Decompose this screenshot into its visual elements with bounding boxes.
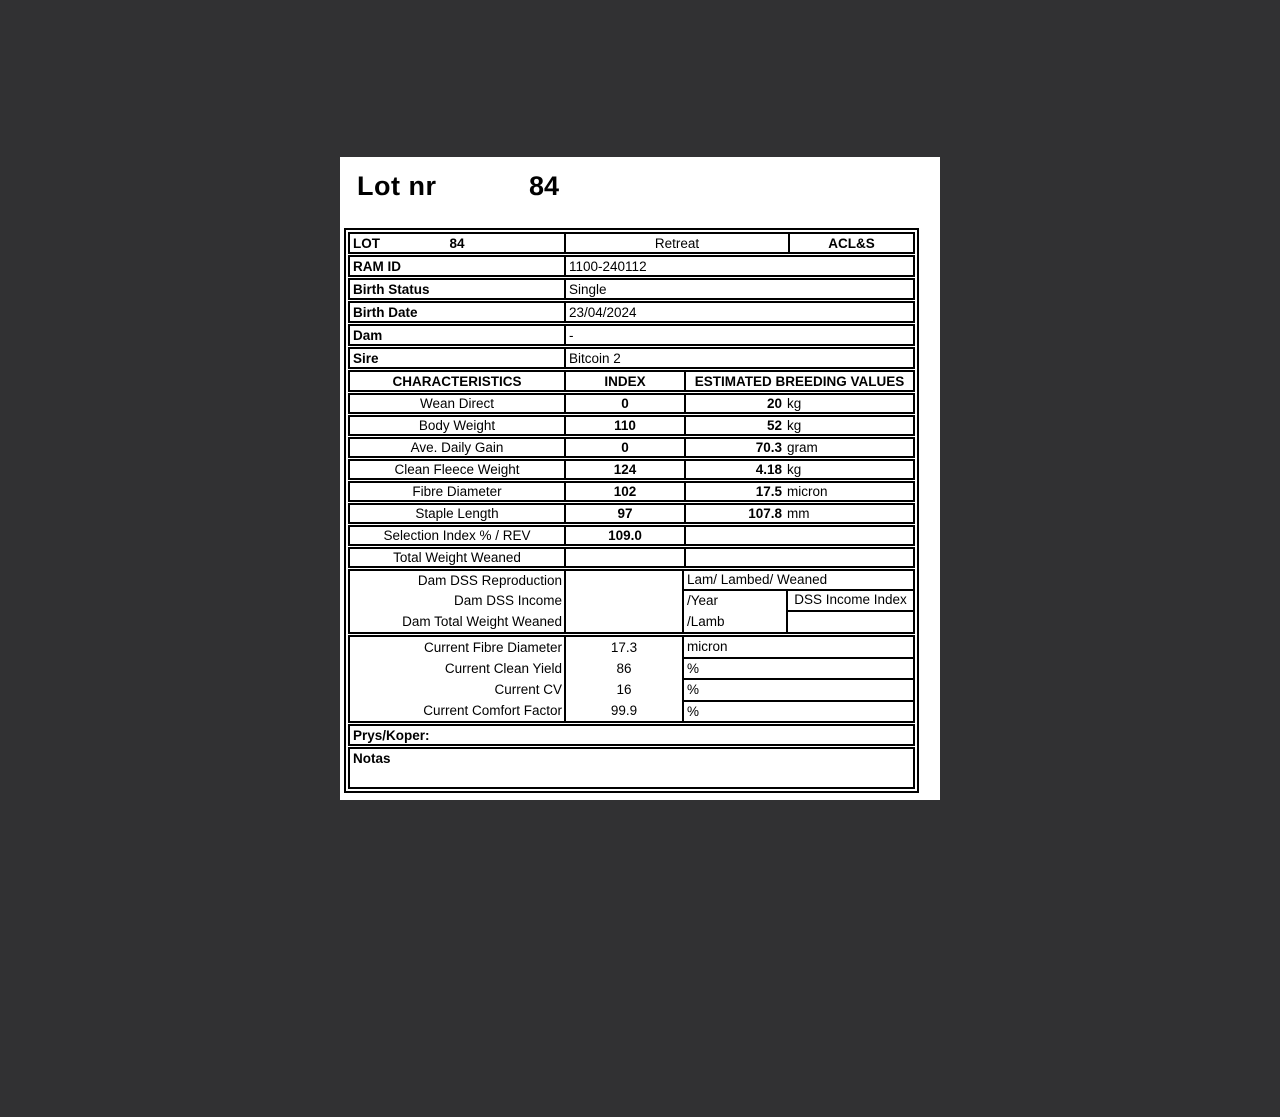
lot-title [357,171,940,228]
ebv-unit: gram [787,440,818,455]
sire-value: Bitcoin 2 [564,349,913,367]
ram-id-value: 1100-240112 [564,257,913,275]
char-ebv-cell [684,417,913,434]
table-row-birth-status [348,278,915,300]
per-lamb-label: /Lamb [687,613,725,629]
dss-income-index-box [786,591,913,632]
current-comfort-factor-label: Current Comfort Factor [423,703,562,718]
char-ebv-cell [684,395,913,412]
ebv-unit: kg [787,396,802,411]
current-cv-label: Current CV [494,682,562,697]
char-name: Ave. Daily Gain [410,440,504,455]
char-ebv-cell [684,483,913,500]
ebv-unit: kg [787,418,802,433]
char-name: Clean Fleece Weight [394,462,520,477]
dss-sub-area [684,591,913,632]
dss-income-index-label: DSS Income Index [788,591,913,612]
table-row-ram-id [348,255,915,277]
current-fibre-diameter-value: 17.3 [610,640,638,655]
char-index: 110 [564,417,684,434]
current-units [684,637,913,721]
notes-label: Notas [353,751,391,766]
characteristics-header-row [348,370,915,392]
dam-total-weight-weaned-label: Dam Total Weight Weaned [402,613,562,629]
ebv-value: 20 [766,396,782,411]
table-row-staple-length [348,503,915,524]
char-name: Total Weight Weaned [393,550,521,565]
current-labels [350,637,564,721]
table-row-dam [348,324,915,346]
char-ebv-cell [684,439,913,456]
current-cv-unit: % [684,680,913,702]
dam-dss-block [348,569,915,634]
org-cell: ACL&S [788,234,913,252]
dam-label: Dam [353,327,383,343]
char-index [564,549,684,566]
birth-status-label: Birth Status [353,281,430,297]
char-index: 102 [564,483,684,500]
ebv-unit: mm [787,506,810,521]
table-row-wean-direct [348,393,915,414]
table-row-clean-fleece-weight [348,459,915,480]
birth-date-value: 23/04/2024 [564,303,913,321]
table-row-body-weight [348,415,915,436]
char-name: Selection Index % / REV [383,528,531,543]
dam-dss-reproduction-label: Dam DSS Reproduction [417,573,562,588]
dam-dss-labels [350,571,564,632]
characteristics-header: CHARACTERISTICS [392,373,522,389]
table-row-total-weight-weaned [348,547,915,568]
ebv-value: 52 [766,418,782,433]
char-ebv-cell [684,505,913,522]
notes-row [348,747,915,789]
dss-income-index-value [788,612,913,632]
ebv-header: ESTIMATED BREEDING VALUES [684,372,913,390]
table-row-birth-date [348,301,915,323]
lot-title-number: 84 [529,171,560,201]
lot-label: LOT [353,235,380,251]
ram-id-label: RAM ID [353,258,401,274]
per-year-per-lamb-labels [684,591,786,632]
current-fibre-diameter-unit: micron [684,637,913,659]
table-row-fibre-diameter [348,481,915,502]
table-row-daily-gain [348,437,915,458]
char-index: 0 [564,439,684,456]
char-ebv-cell [684,549,913,566]
current-measurements-block [348,635,915,723]
dam-dss-values [684,571,913,632]
char-index: 109.0 [564,527,684,544]
lot-cell [350,234,564,252]
current-clean-yield-value: 86 [616,661,632,676]
ebv-unit: micron [787,484,828,499]
char-ebv-cell [684,527,913,544]
ebv-unit: kg [787,462,802,477]
char-index: 0 [564,395,684,412]
ebv-value: 17.5 [755,484,782,499]
char-index: 124 [564,461,684,478]
birth-date-label: Birth Date [353,304,418,320]
char-name: Wean Direct [419,396,495,411]
current-cv-value: 16 [616,682,632,697]
per-year-label: /Year [687,593,719,609]
lot-number: 84 [449,235,465,251]
dam-dss-index-cell [564,571,684,632]
lot-card [340,157,940,800]
dam-dss-income-label: Dam DSS Income [453,593,562,609]
char-name: Body Weight [418,418,496,433]
current-comfort-factor-value: 99.9 [610,703,638,718]
index-header: INDEX [564,372,684,390]
price-buyer-label: Prys/Koper: [353,727,430,743]
stud-name-cell: Retreat [564,234,788,252]
table-row-lot [348,232,915,254]
current-clean-yield-label: Current Clean Yield [444,661,562,676]
char-ebv-cell [684,461,913,478]
birth-status-value: Single [564,280,913,298]
sire-label: Sire [353,350,379,366]
ebv-value: 107.8 [748,506,782,521]
current-values [564,637,684,721]
current-fibre-diameter-label: Current Fibre Diameter [423,640,562,655]
lot-data-table [344,228,919,793]
table-row-sire [348,347,915,369]
lam-lambed-weaned-cell: Lam/ Lambed/ Weaned [684,571,913,591]
char-name: Fibre Diameter [412,484,502,499]
price-buyer-row [348,724,915,746]
lot-title-label: Lot nr [357,171,437,201]
current-comfort-factor-unit: % [687,703,700,719]
char-index: 97 [564,505,684,522]
ebv-value: 4.18 [755,462,782,477]
table-row-selection-index [348,525,915,546]
ebv-value: 70.3 [755,440,782,455]
dam-value: - [564,326,913,344]
current-clean-yield-unit: % [684,659,913,681]
char-name: Staple Length [415,506,499,521]
